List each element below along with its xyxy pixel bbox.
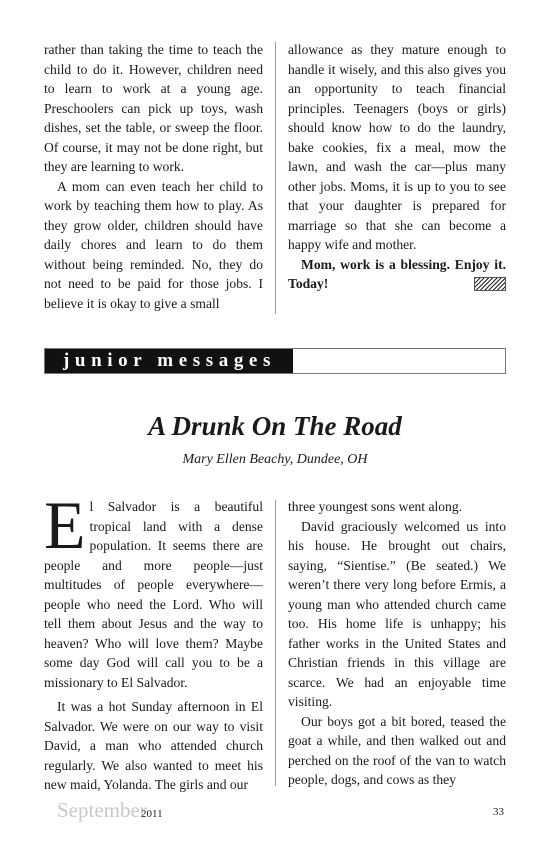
- paragraph: David graciously welcomed us into his house. He brought out chairs, saying, “Sientise.” (Be seated.) We weren’t there very long before Ermis, a young man who attended church came too. His home life is unhappy; his father works in the United States and Christian friends in this village are scarce. We had an enjoyable time visiting.: [288, 518, 506, 709]
- paragraph: It was a hot Sunday afternoon in El Salvador. We were on our way to visit David, a man who attended church regularly. We also wanted to meet his new maid, Yolanda. The girls and our: [44, 699, 263, 792]
- drop-cap: E: [44, 487, 86, 563]
- footer-year: 2011: [141, 808, 163, 820]
- paragraph: three youngest sons went along.: [288, 499, 463, 514]
- page-number: 33: [493, 806, 504, 818]
- end-of-article-icon: [474, 277, 506, 291]
- closing-text: Mom, work is a blessing. Enjoy it. Today!: [288, 256, 506, 291]
- paragraph: Our boys got a bit bored, teased the goat a while, and then walked out and perched on the roof of the van to watch people, dogs, and cows as they: [288, 713, 506, 787]
- top-right-column: [288, 40, 506, 294]
- paragraph: rather than taking the time to teach the child to do it. However, children need to learn to work at a young age. Preschoolers can pick up toys, wash dishes, set the table, or sweep the floor. Of course, it may not be done right, but they are learning to work.: [44, 42, 263, 174]
- top-left-column: [44, 40, 263, 313]
- article-right-column: [288, 497, 506, 790]
- paragraph: [44, 487, 263, 692]
- paragraph: allowance as they mature enough to handle it wisely, and this also gives you an opportunity to teach financial principles. Teenagers (boys or girls) should know how to do the laundry, bake cookies, fix a meal, mow the lawn, and wash the car—plus many other jobs. Moms, it is up to you to see that your daughter is prepared for marriage so that she can become a happy wife and mother.: [288, 42, 506, 252]
- article-title: A Drunk On The Road: [148, 411, 402, 441]
- column-divider: [275, 500, 276, 786]
- paragraph: A mom can even teach her child to work by teaching them how to play. As they grow older, children should have daily chores and learn to do them without being reminded. No, they do not need to be paid for those jobs. I believe it is okay to give a small: [44, 178, 263, 311]
- footer-month: September: [57, 798, 147, 822]
- paragraph-text: l Salvador is a beautiful tropical land with a dense population. It seems there are people and more people—just multitudes of people everywhere—people who need the Lord. Who will tell them about Jesus and the way to heaven? Who will love them? Maybe some day God will call you to be a missionary to El Salvador.: [44, 499, 263, 690]
- section-banner: [44, 348, 506, 374]
- column-divider: [275, 42, 276, 314]
- section-label: junior messages: [45, 349, 293, 373]
- article-left-column: [44, 487, 263, 795]
- closing-paragraph: [288, 255, 506, 294]
- article-author: Mary Ellen Beachy, Dundee, OH: [182, 452, 368, 467]
